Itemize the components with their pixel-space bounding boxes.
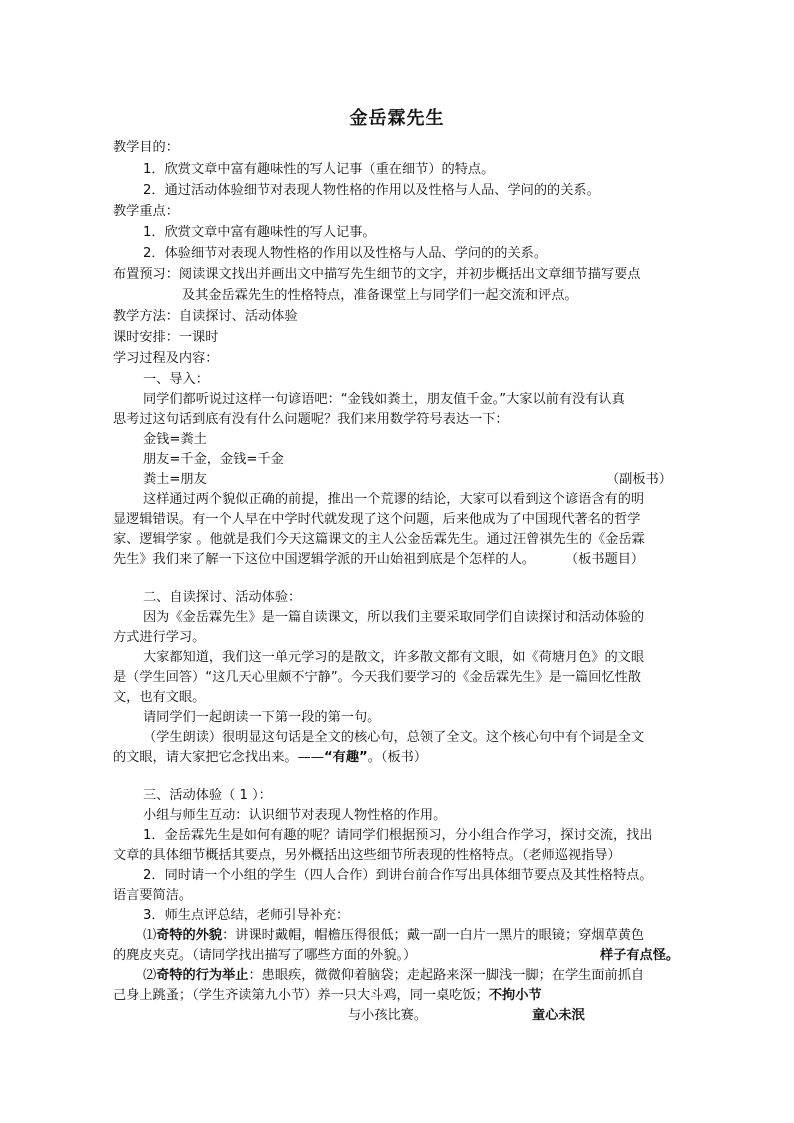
key-word: “有趣” [324,750,368,765]
detail-text: ：患眼疾，微微仰着脑袋；走起路来深一脚浅一脚；在学生面前抓自 [248,968,645,983]
paragraph-line: 文章的具体细节概括其要点，另外概括出这些细节所表现的性格特点。（老师巡视指导） [113,848,621,863]
focus-item: 1．欣赏文章中富有趣味性的写人记事。 [143,225,376,240]
paragraph-line: 2．同时请一个小组的学生（四人合作）到讲台前合作写出具体细节要点及其性格特点。 [143,868,653,883]
section-heading: 二、自读探讨、活动体验： [143,590,302,605]
paragraph-line: 请同学们一起朗读一下第一段的第一句。 [143,710,381,725]
focus-heading: 教学重点： [113,204,179,219]
board-note: （板书题目） [565,552,645,567]
goal-item: 2．通过活动体验细节对表现人物性格的作用以及性格与人品、学问的的关系。 [143,183,600,198]
teaching-method: 教学方法：自读探讨、活动体验 [113,309,298,324]
paragraph-line: 是（学生回答）“这几天心里颇不宁静”。今天我们要学习的《金岳霖先生》是一篇回忆性散 [113,670,641,685]
trait-label: 童心未泯 [532,1008,585,1023]
paragraph-line: （学生朗读）很明显这句话是全文的核心句，总领了全文。这个核心句中有个词是全文 [143,730,645,745]
paragraph-line: 大家都知道，我们这一单元学习的是散文，许多散文都有文眼，如《荷塘月色》的文眼 [143,650,645,665]
paragraph-line: 家、逻辑学家 。他就是我们今天这篇课文的主人公金岳霖先生。通过汪曾祺先生的《金岳霖 [113,532,645,547]
detail-item [113,986,542,1006]
item-number: ⑵ [143,968,157,983]
paragraph-line: 文，也有文眼。 [113,690,206,705]
section-heading: 三、活动体验（ 1 ）： [143,788,272,803]
paragraph-line: 语言要简洁。 [113,888,193,903]
preview-line: 及其金岳霖先生的性格特点，准备课堂上与同学们一起交流和评点。 [182,288,578,303]
trait-label: 不拘小节 [488,988,542,1003]
paragraph-line: 小组与师生互动：认识细节对表现人物性格的作用。 [143,808,447,823]
paragraph-text: 的文眼，请大家把它念找出来。—— [113,750,324,765]
formula-line: 粪土=朋友 [143,472,207,487]
board-note: （副板书） [606,472,672,487]
detail-text: ：讲课时戴帽，帽檐压得很低；戴一副一白片一黑片的眼镜；穿烟草黄色 [222,928,645,943]
goals-heading: 教学目的： [113,140,179,155]
detail-item [143,926,644,946]
paragraph-line [113,748,427,768]
section-heading: 一、导入： [143,372,209,387]
paragraph-line: 这样通过两个貌似正确的前提，推出一个荒谬的结论，大家可以看到这个谚语含有的明 [143,492,645,507]
paragraph-line: 方式进行学习。 [113,630,206,645]
formula-line: 金钱=粪土 [143,432,207,447]
trait-label: 样子有点怪。 [600,948,680,963]
focus-item: 2．体验细节对表现人物性格的作用以及性格与人品、学问的的关系。 [143,246,548,261]
paragraph-line: 1．金岳霖先生是如何有趣的呢？请同学们根据预习，分小组合作学习，探讨交流，找出 [143,828,653,843]
paragraph-line: 3．师生点评总结，老师引导补充： [143,908,350,923]
process-heading: 学习过程及内容： [113,351,219,366]
paragraph-line: 思考过这句话到底有没有什么问题呢？我们来用数学符号表达一下： [113,412,509,427]
formula-line: 朋友=千金，金钱=千金 [143,452,284,467]
paragraph-line: 同学们都听说过这样一句谚语吧：“金钱如粪土，朋友值千金。”大家以前有没有认真 [143,392,625,407]
detail-label: 奇特的外貌 [156,928,223,943]
class-schedule: 课时安排：一课时 [113,330,219,345]
paragraph-text: 。（板书） [367,750,428,765]
detail-item: 与小孩比赛。 [348,1008,428,1023]
page-title: 金岳霖先生 [349,108,445,129]
detail-item: 的麂皮夹克。（请同学找出描写了哪些方面的外貌。） [113,948,417,963]
goal-item: 1．欣赏文章中富有趣味性的写人记事（重在细节）的特点。 [143,162,495,177]
paragraph-line: 因为《金岳霖先生》是一篇自读课文，所以我们主要采取同学们自读探讨和活动体验的 [143,610,645,625]
paragraph-line: 先生》我们来了解一下这位中国逻辑学派的开山始祖到底是个怎样的人。 [113,552,535,567]
item-number: ⑴ [143,928,157,943]
preview-line: 布置预习：阅读课文找出并画出文中描写先生细节的文字，并初步概括出文章细节描写要点 [113,267,641,282]
paragraph-line: 显逻辑错误。有一个人早在中学时代就发现了这个问题，后来他成为了中国现代著名的哲学 [113,512,641,527]
detail-label: 奇特的行为举止 [156,968,249,983]
detail-text: 己身上跳蚤；（学生齐读第九小节）养一只大斗鸡，同一桌吃饭； [113,988,489,1003]
detail-item [143,966,644,986]
